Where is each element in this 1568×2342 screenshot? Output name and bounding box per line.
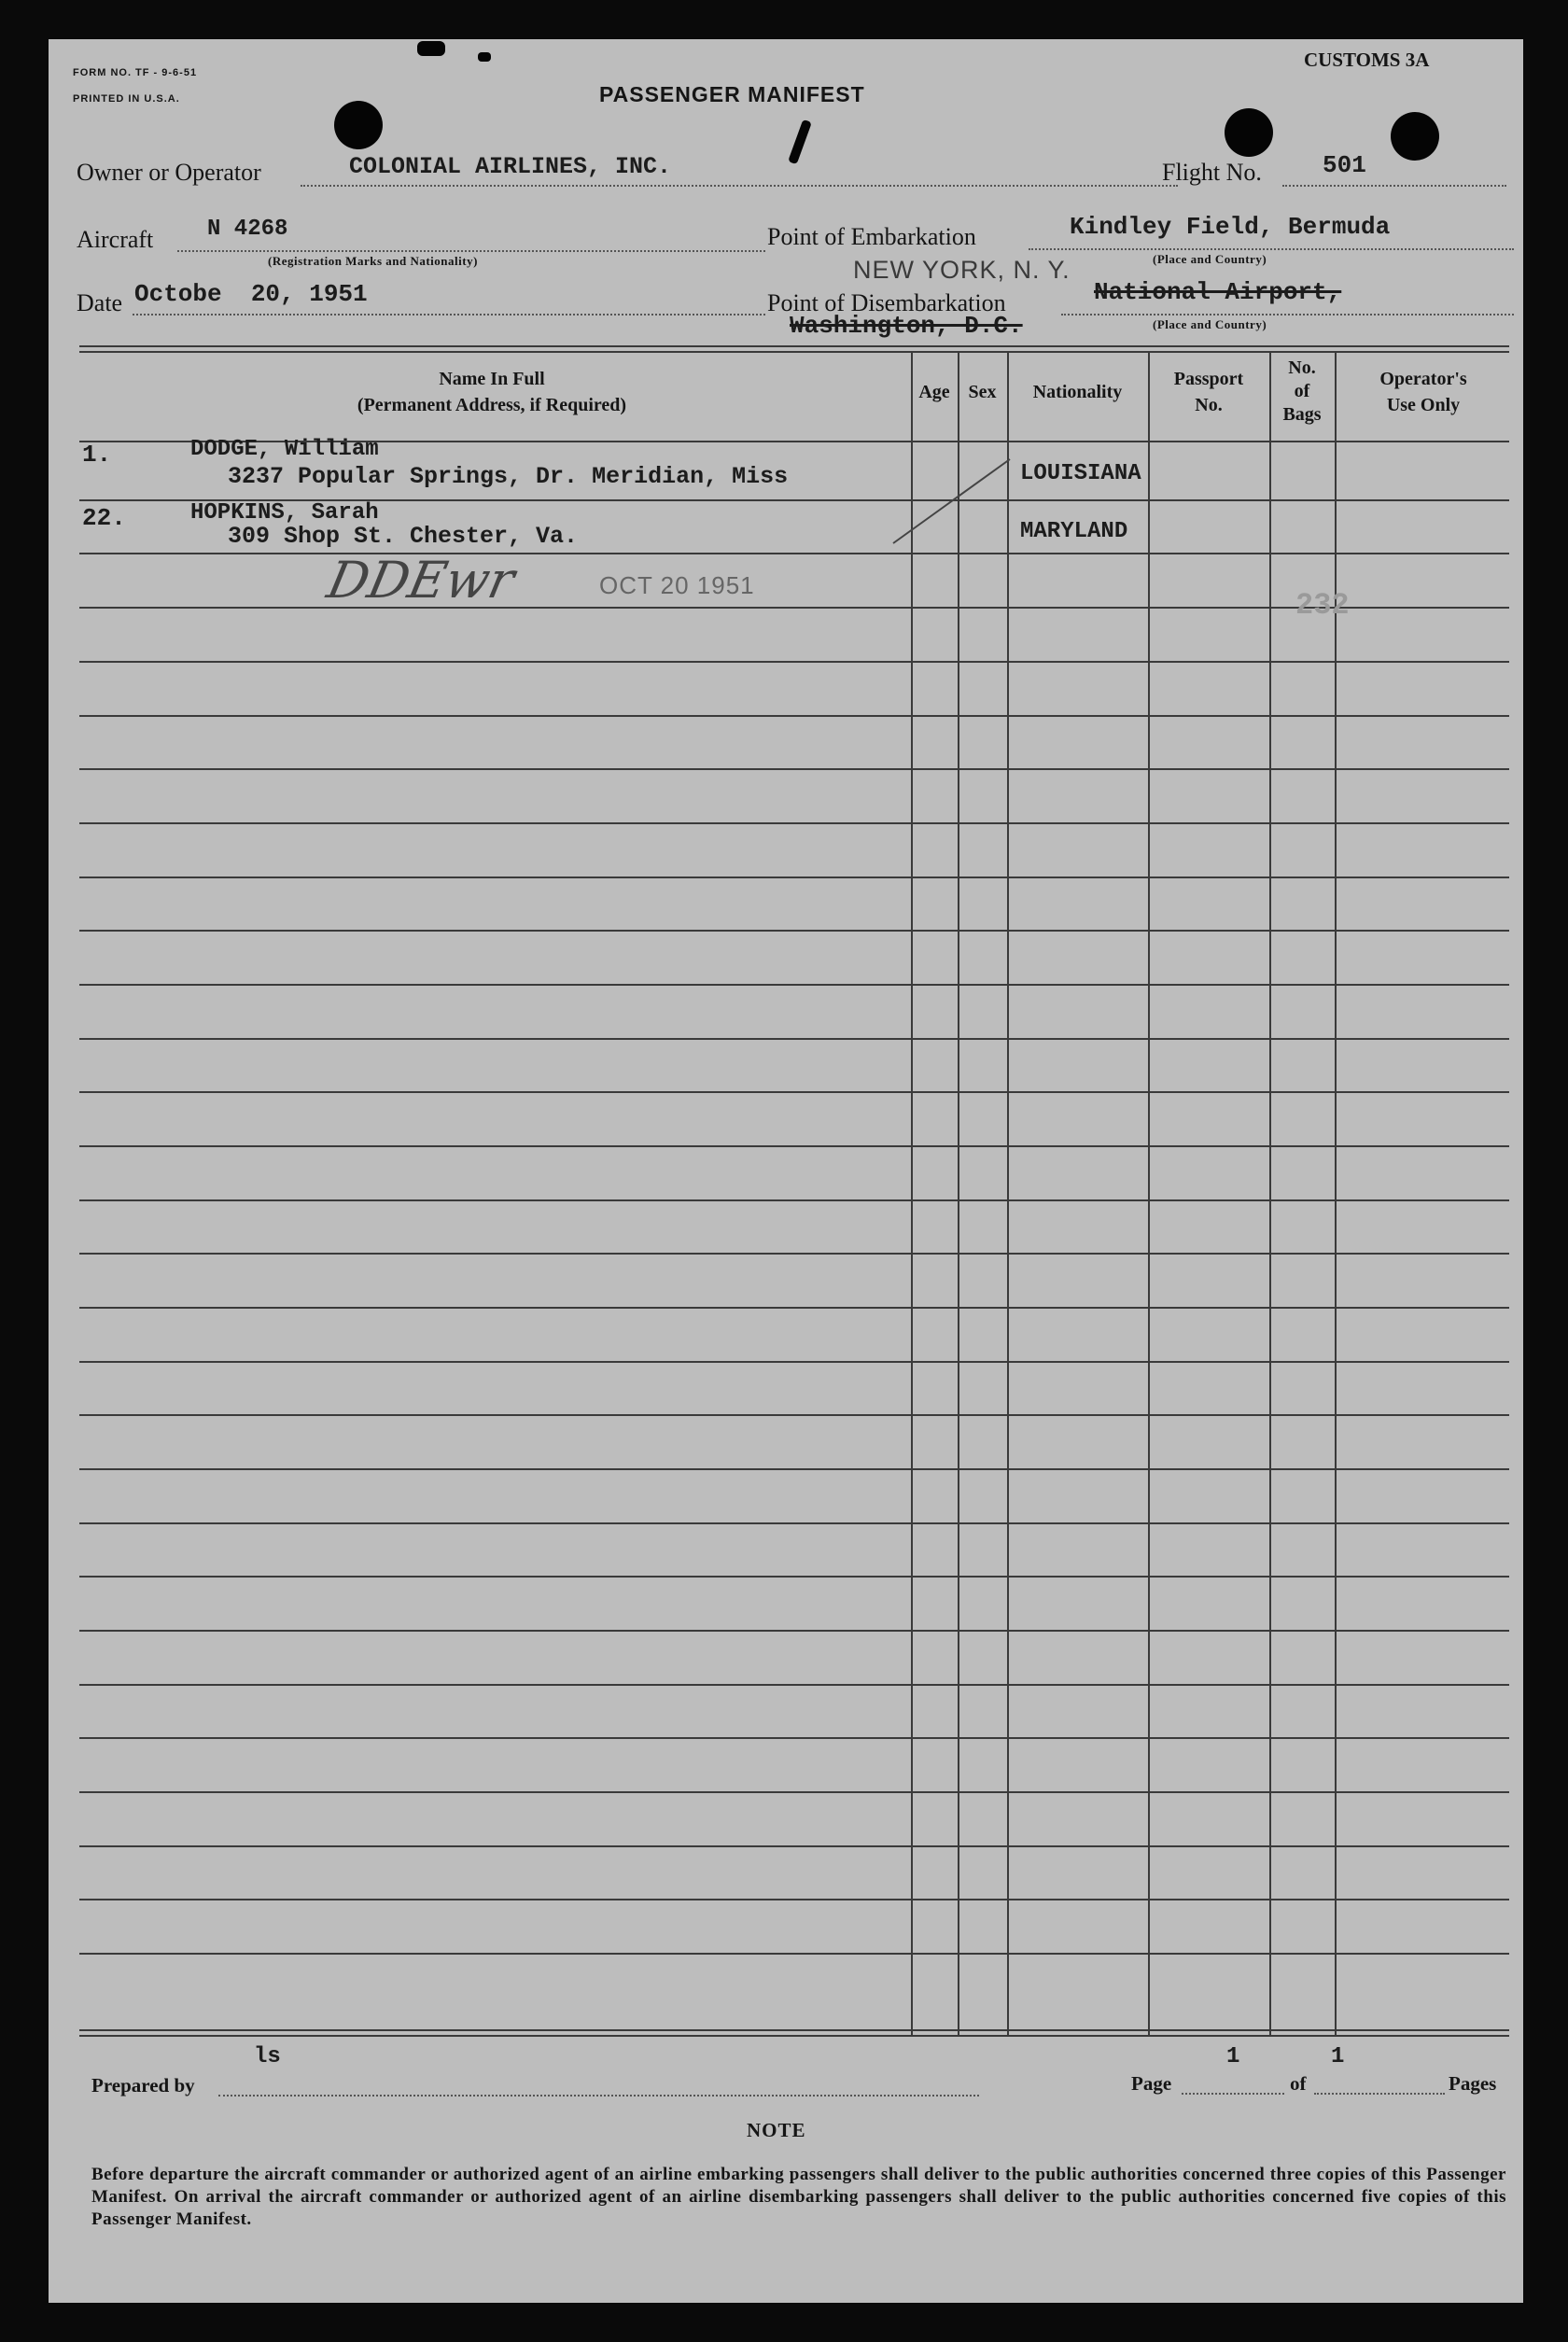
row-rule: [79, 661, 1509, 663]
row-rule: [79, 1522, 1509, 1524]
header-nationality: Nationality: [1032, 382, 1123, 402]
flight-value: 501: [1323, 151, 1366, 179]
passenger-1-number: 1.: [82, 441, 112, 469]
embark-value: Kindley Field, Bermuda: [1070, 213, 1391, 241]
col-line-age: [911, 351, 913, 2035]
row-rule: [79, 715, 1509, 717]
aircraft-value: N 4268: [207, 217, 288, 242]
col-line-bags: [1269, 351, 1271, 2035]
embark-label: Point of Embarkation: [767, 223, 976, 250]
page-label: Page: [1131, 2072, 1172, 2095]
disembark-label: Point of Disembarkation: [767, 289, 1006, 316]
punch-hole-right-1: [1225, 108, 1273, 157]
note-title: NOTE: [747, 2119, 806, 2141]
col-line-passport: [1148, 351, 1150, 2035]
header-name-sub: (Permanent Address, if Required): [357, 395, 627, 415]
of-label: of: [1290, 2072, 1307, 2095]
date-line: [133, 314, 765, 316]
header-operator: [1335, 366, 1512, 418]
page-title: PASSENGER MANIFEST: [599, 82, 865, 106]
row-rule: [79, 1361, 1509, 1363]
header-bags: [1269, 357, 1335, 427]
prepared-value: ls: [254, 2044, 281, 2069]
row-rule: [79, 1199, 1509, 1201]
row-rule: [79, 1791, 1509, 1793]
printed-in: PRINTED IN U.S.A.: [73, 93, 180, 105]
row-rule: [79, 1576, 1509, 1578]
row-rule: [79, 1414, 1509, 1416]
handwritten-signature: DDEwr: [322, 551, 520, 610]
pen-stroke: [889, 455, 1019, 548]
row-rule: [79, 553, 1509, 554]
header-name: [77, 366, 907, 418]
table-bottom-rule: [79, 2029, 1509, 2031]
passenger-1-address: 3237 Popular Springs, Dr. Meridian, Miss: [228, 463, 789, 490]
prepared-line: [218, 2095, 979, 2097]
page-line: [1182, 2093, 1284, 2095]
punch-hole-right-2: [1391, 112, 1439, 161]
header-passport-1: Passport: [1173, 369, 1244, 389]
passenger-2-nationality: MARYLAND: [1020, 519, 1128, 544]
owner-label: Owner or Operator: [77, 159, 261, 186]
row-rule: [79, 984, 1509, 986]
note-text: Before departure the aircraft commander or authorized agent of an airline embarking passengers shall deliver to the public authorities concerned three copies of this Passenger Manifest. On arrival the aircraft commander or authorized agent of an airline disembarking passengers shall deliver to the public authorities concerned five copies of this Passenger Manifest.: [91, 2165, 1506, 2229]
page-value: 1: [1226, 2044, 1240, 2069]
header-operator-2: Use Only: [1386, 395, 1461, 415]
pages-label: Pages: [1449, 2072, 1497, 2095]
row-rule: [79, 1845, 1509, 1847]
punch-hole-left: [334, 101, 383, 149]
flight-label: Flight No.: [1162, 159, 1262, 186]
header-passport-2: No.: [1195, 395, 1223, 415]
table-top-rule: [79, 345, 1509, 347]
header-sex: Sex: [968, 382, 997, 402]
header-bags-1: No.: [1288, 358, 1316, 378]
row-rule: [79, 876, 1509, 878]
manifest-sheet: [49, 39, 1523, 2303]
disembark-value-2: Washington, D.C.: [790, 312, 1023, 340]
owner-line: [301, 185, 1178, 187]
passenger-1-nationality: LOUISIANA: [1020, 461, 1141, 486]
row-rule: [79, 1091, 1509, 1093]
disembark-value-1: National Airport,: [1094, 278, 1342, 306]
header-bags-3: Bags: [1282, 404, 1322, 425]
row-rule: [79, 1307, 1509, 1309]
row-rule: [79, 1899, 1509, 1900]
row-rule: [79, 768, 1509, 770]
aircraft-sub-label: (Registration Marks and Nationality): [268, 254, 478, 268]
row-rule: [79, 822, 1509, 824]
row-rule: [79, 1145, 1509, 1147]
passenger-2-number: 22.: [82, 504, 126, 532]
row-rule: [79, 1684, 1509, 1686]
header-name-label: Name In Full: [439, 369, 545, 389]
ink-speck: [417, 41, 445, 56]
ink-speck: [788, 119, 812, 165]
embark-place-country: (Place and Country): [1153, 252, 1267, 266]
row-rule: [79, 1468, 1509, 1470]
row-rule: [79, 1630, 1509, 1632]
embark-line: [1029, 248, 1514, 250]
row-rule: [79, 1253, 1509, 1255]
aircraft-line: [177, 250, 765, 252]
passenger-2-address: 309 Shop St. Chester, Va.: [228, 523, 579, 550]
prepared-label: Prepared by: [91, 2074, 195, 2097]
row-rule: [79, 930, 1509, 932]
date-stamp: OCT 20 1951: [599, 571, 755, 599]
table-bottom-rule-2: [79, 2035, 1509, 2037]
faint-number: 232: [1295, 588, 1350, 623]
header-bags-2: of: [1294, 381, 1310, 401]
row-rule: [79, 1953, 1509, 1955]
date-label: Date: [77, 289, 123, 316]
col-line-sex: [958, 351, 959, 2035]
flight-line: [1282, 185, 1506, 187]
ink-speck: [478, 52, 491, 62]
passenger-2-name: HOPKINS, Sarah: [190, 500, 379, 526]
header-operator-1: Operator's: [1379, 369, 1467, 389]
customs-form-id: CUSTOMS 3A: [1304, 49, 1430, 71]
of-value: 1: [1331, 2044, 1345, 2069]
owner-value: COLONIAL AIRLINES, INC.: [349, 153, 672, 180]
row-rule: [79, 1737, 1509, 1739]
disembark-line: [1061, 314, 1514, 316]
new-york-stamp: NEW YORK, N. Y.: [853, 256, 1071, 284]
of-line: [1314, 2093, 1445, 2095]
aircraft-label: Aircraft: [77, 226, 154, 253]
date-value: Octobe 20, 1951: [134, 280, 368, 308]
table-top-rule-2: [79, 351, 1509, 353]
disembark-place-country: (Place and Country): [1153, 317, 1267, 331]
header-passport: [1148, 366, 1269, 418]
header-age: Age: [918, 382, 950, 402]
passenger-1-name: DODGE, William: [190, 437, 379, 462]
form-number: FORM NO. TF - 9-6-51: [73, 67, 198, 78]
row-rule: [79, 1038, 1509, 1040]
col-line-nationality: [1007, 351, 1009, 2035]
